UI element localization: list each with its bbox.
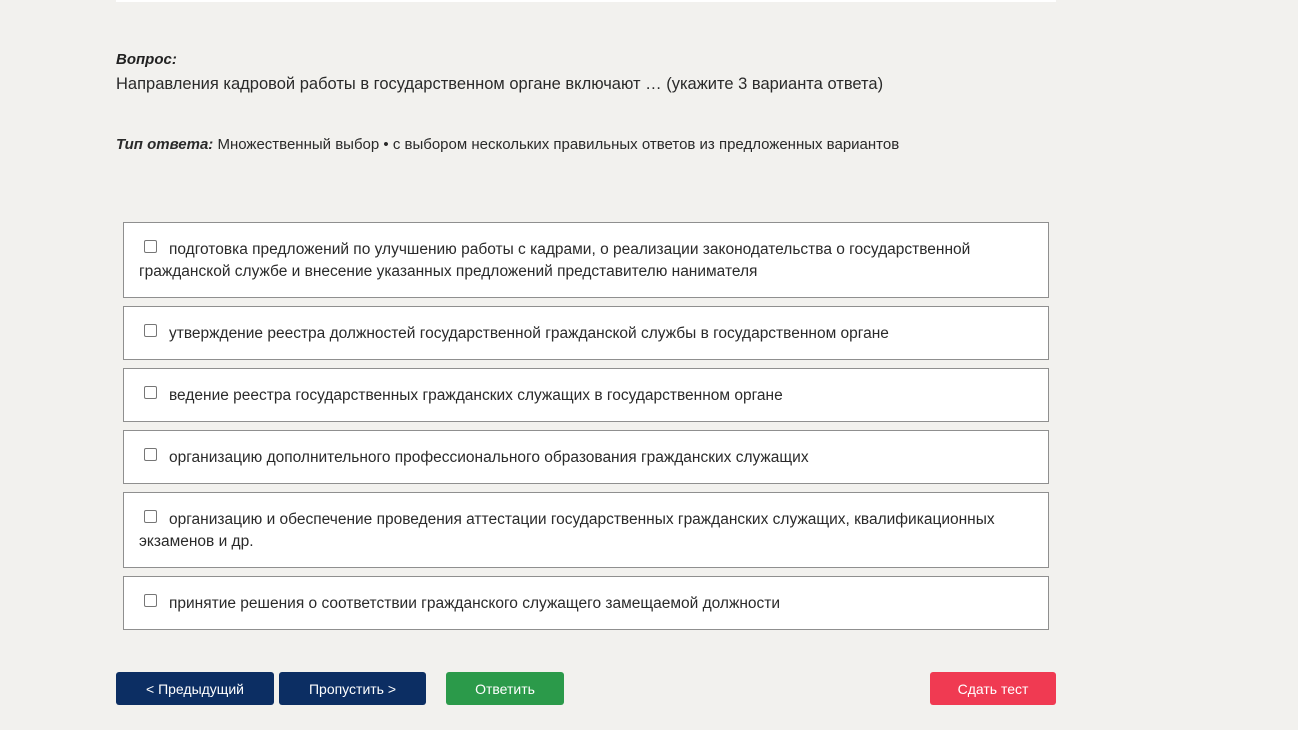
option-text: организацию и обеспечение проведения аттестации государственных гражданских служащих, квалификационных экзаменов и др. [139,511,995,550]
previous-button[interactable]: < Предыдущий [116,672,274,705]
answer-type-value: Множественный выбор • с выбором нескольких правильных ответов из предложенных вариантов [217,136,900,153]
option-checkbox[interactable] [144,386,157,399]
option-checkbox[interactable] [144,594,157,607]
option-text: ведение реестра государственных гражданских служащих в государственном органе [169,387,783,404]
answer-option[interactable] [123,368,1049,422]
top-content-edge [116,0,1056,2]
skip-button[interactable]: Пропустить > [279,672,426,705]
answer-button[interactable]: Ответить [446,672,564,705]
option-text: подготовка предложений по улучшению работы с кадрами, о реализации законодательства о государственной гражданской службе и внесение указанных предложений представителю нанимателя [139,241,971,280]
option-checkbox[interactable] [144,324,157,337]
answer-options-list [123,222,1049,638]
option-checkbox[interactable] [144,240,157,253]
option-checkbox[interactable] [144,510,157,523]
answer-type-label: Тип ответа: [116,136,214,153]
option-text: утверждение реестра должностей государственной гражданской службы в государственном органе [169,325,889,342]
question-label: Вопрос: [116,51,177,68]
submit-test-button[interactable]: Сдать тест [930,672,1056,705]
answer-option[interactable] [123,492,1049,568]
answer-option[interactable] [123,306,1049,360]
answer-type [116,136,899,153]
option-text: принятие решения о соответствии гражданского служащего замещаемой должности [169,595,781,612]
question-text: Направления кадровой работы в государственном органе включают … (укажите 3 варианта ответа) [116,75,884,93]
answer-option[interactable] [123,222,1049,298]
option-text: организацию дополнительного профессионального образования гражданских служащих [169,449,809,466]
answer-option[interactable] [123,576,1049,630]
option-checkbox[interactable] [144,448,157,461]
answer-option[interactable] [123,430,1049,484]
